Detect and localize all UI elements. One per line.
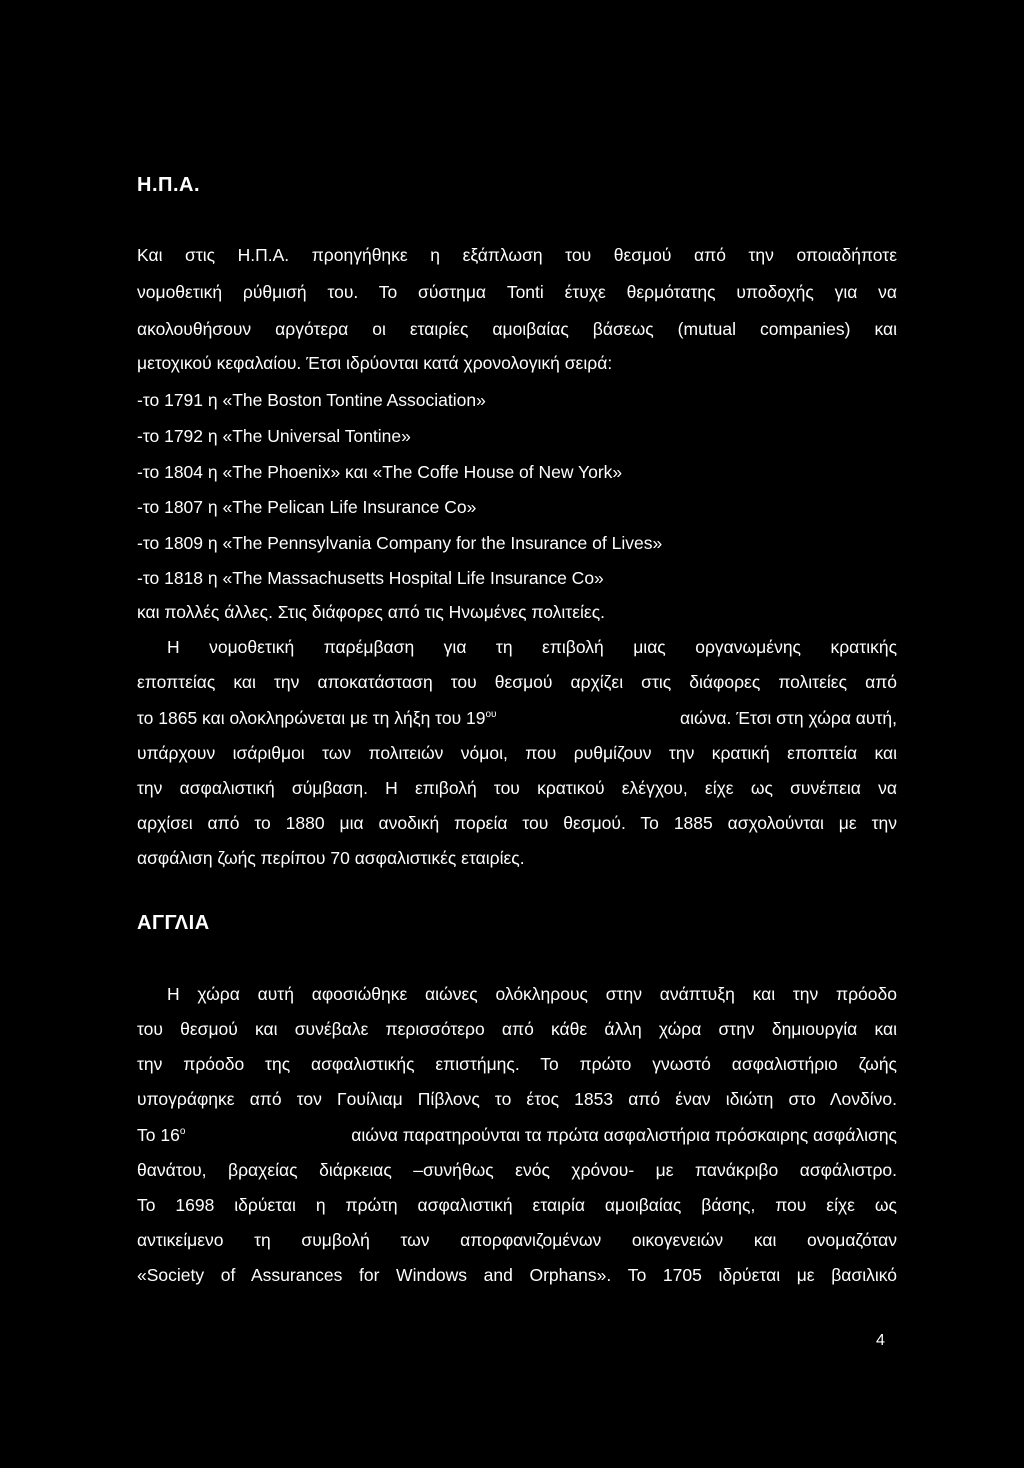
- usa-list-item-1818: -το 1818 η «The Massachusetts Hospital Life Insurance Co»: [137, 568, 604, 588]
- usa-line-3-head: το 1865 και ολοκληρώνεται με τη λήξη του $19^{o\upsilon}$: [137, 708, 497, 728]
- england-line-7: Το 1698 ιδρύεται η πρώτη ασφαλιστική εταιρία αμοιβαίας βάσης, που είχε ως: [137, 1195, 897, 1215]
- england-line-5-tail: αιώνα παρατηρούνται τα πρώτα ασφαλιστήρια πρόσκαιρης ασφάλισης: [351, 1125, 897, 1145]
- usa-paragraph-2-line-3: [137, 707, 897, 729]
- usa-line-11: και πολλές άλλες. Στις διάφορες από τις Ηνωμένες πολιτείες.: [137, 602, 605, 622]
- england-line-2: του θεσμού και συνέβαλε περισσότερο από κάθε άλλη χώρα στην δημιουργία και: [137, 1019, 897, 1039]
- usa-paragraph-2-line-1: Η νομοθετική παρέμβαση για τη επιβολή μιας οργανωμένης κρατικής: [167, 637, 897, 657]
- section-heading-usa: Η.Π.Α.: [137, 174, 200, 196]
- section-heading-england: ΑΓΓΛΙΑ: [137, 912, 210, 934]
- usa-line-4: μετοχικού κεφαλαίου. Έτσι ιδρύονται κατά χρονολογική σειρά:: [137, 353, 613, 373]
- england-line-8: αντικείμενο τη συμβολή των απορφανιζομένων οικογενειών και ονομαζόταν: [137, 1230, 897, 1250]
- usa-list-item-1804: -το 1804 η «The Phoenix» και «The Coffe House of New York»: [137, 462, 623, 482]
- england-line-5-head: Το $16^o$: [137, 1125, 186, 1145]
- usa-list-item-1807: -το 1807 η «The Pelican Life Insurance Co»: [137, 497, 477, 517]
- page-number: 4: [876, 1332, 885, 1349]
- usa-paragraph-2-line-2: εποπτείας και την αποκατάσταση του θεσμού αρχίζει στις διάφορες πολιτείες από: [137, 672, 897, 692]
- usa-paragraph-2-line-7: ασφάλιση ζωής περίπου 70 ασφαλιστικές εταιρίες.: [137, 848, 525, 868]
- usa-list-item-1791: -το 1791 η «The Boston Tontine Association»: [137, 390, 486, 410]
- usa-line-2: νομοθετική ρύθμισή του. Το σύστημα Tonti έτυχε θερμότατης υποδοχής για να: [137, 282, 897, 302]
- usa-paragraph-2-line-6: αρχίσει από το 1880 μια ανοδική πορεία του θεσμού. Το 1885 ασχολούνται με την: [137, 813, 897, 833]
- usa-line-3: ακολουθήσουν αργότερα οι εταιρίες αμοιβαίας βάσεως (mutual companies) και: [137, 319, 897, 339]
- england-line-1: Η χώρα αυτή αφοσιώθηκε αιώνες ολόκληρους στην ανάπτυξη και την πρόοδο: [167, 984, 897, 1004]
- usa-list-item-1792: -το 1792 η «The Universal Tontine»: [137, 426, 411, 446]
- england-line-5: [137, 1124, 897, 1146]
- usa-list-item-1809: -το 1809 η «The Pennsylvania Company for the Insurance of Lives»: [137, 533, 663, 553]
- england-line-9: «Society of Assurances for Windows and Orphans». Το 1705 ιδρύεται με βασιλικό: [137, 1265, 897, 1285]
- usa-paragraph-2-line-4: υπάρχουν ισάριθμοι των πολιτειών νόμοι, που ρυθμίζουν την κρατική εποπτεία και: [137, 743, 897, 763]
- usa-line-3-tail: αιώνα. Έτσι στη χώρα αυτή,: [679, 708, 897, 728]
- england-line-3: την πρόοδο της ασφαλιστικής επιστήμης. Το πρώτο γνωστό ασφαλιστήριο ζωής: [137, 1054, 897, 1074]
- england-line-4: υπογράφηκε από τον Γουίλιαμ Πίβλονς το έτος 1853 από έναν ιδιώτη στο Λονδίνο.: [137, 1089, 897, 1109]
- usa-line-1: Και στις Η.Π.Α. προηγήθηκε η εξάπλωση του θεσμού από την οποιαδήποτε: [137, 245, 897, 265]
- usa-paragraph-2-line-5: την ασφαλιστική σύμβαση. Η επιβολή του κρατικού ελέγχου, είχε ως συνέπεια να: [137, 778, 897, 798]
- superscript-o: ο: [179, 1126, 186, 1137]
- england-line-6: θανάτου, βραχείας διάρκειας –συνήθως ενός χρόνου- με πανάκριβο ασφάλιστρο.: [137, 1160, 897, 1180]
- superscript-ou: ου: [485, 709, 497, 720]
